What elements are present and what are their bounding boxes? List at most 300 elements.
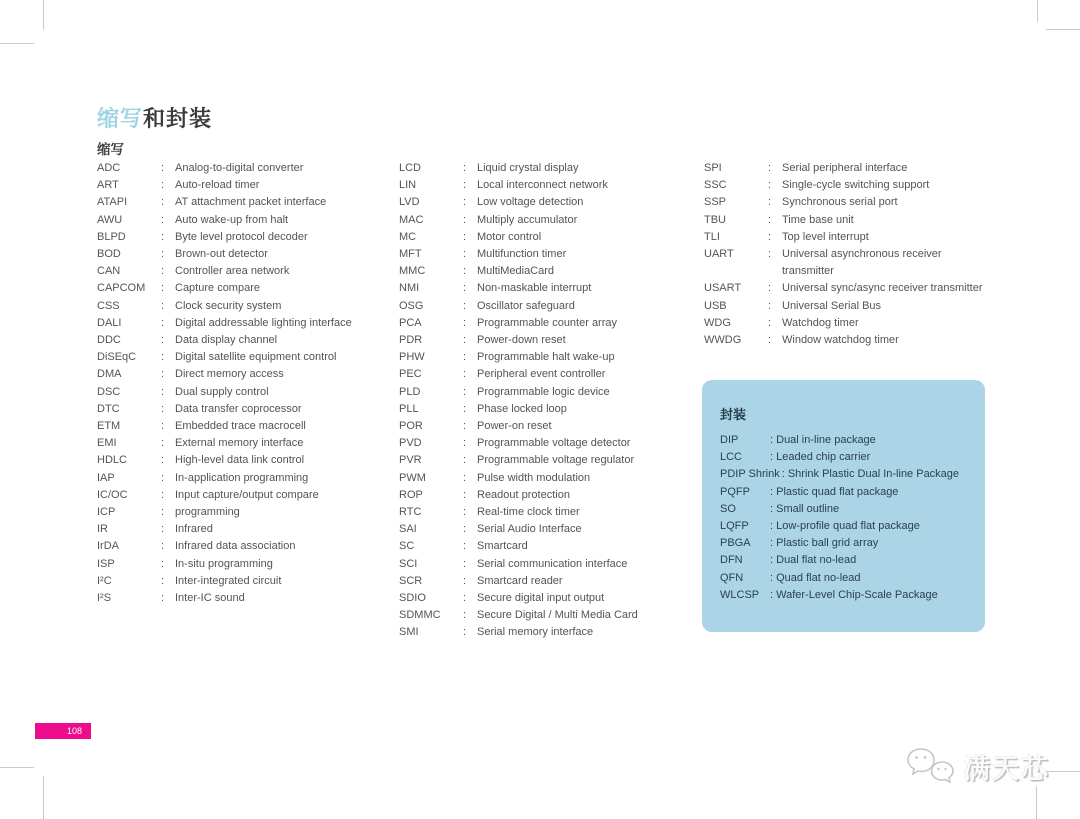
separator-colon: : (463, 488, 467, 501)
separator-colon: : (463, 574, 467, 587)
abbreviation-definition: Motor control (477, 230, 542, 243)
separator-colon: : (463, 557, 467, 570)
abbreviation-term: PCA (399, 316, 422, 329)
abbreviation-definition: Controller area network (175, 265, 290, 278)
abbreviation-term: PEC (399, 368, 422, 381)
abbreviation-term: SCI (399, 557, 418, 570)
abbreviation-row (704, 229, 1000, 246)
abbreviation-definition: Byte level protocol decoder (175, 230, 308, 243)
separator-colon: : (463, 213, 467, 226)
package-row (720, 484, 971, 501)
separator-colon: : (463, 299, 467, 312)
separator-colon: : (161, 299, 165, 312)
package-definition: : Shrink Plastic Dual In-line Package (781, 468, 960, 481)
abbreviation-row (399, 573, 695, 590)
abbreviation-definition: High-level data link control (175, 454, 305, 467)
separator-colon: : (463, 179, 467, 192)
abbreviation-term: DMA (97, 368, 122, 381)
separator-colon: : (768, 299, 772, 312)
abbreviation-row (399, 229, 695, 246)
abbreviation-definition: External memory interface (175, 437, 304, 450)
abbreviation-term: EMI (97, 437, 117, 450)
abbreviation-term: LCD (399, 162, 422, 174)
abbreviation-row (399, 401, 695, 418)
abbreviation-term: ROP (399, 488, 423, 501)
abbreviation-definition: Direct memory access (175, 368, 284, 381)
separator-colon: : (161, 557, 165, 570)
abbreviation-term: SAI (399, 523, 417, 536)
abbreviation-definition: Inter-IC sound (175, 592, 245, 605)
separator-colon: : (161, 334, 165, 347)
package-row (720, 552, 971, 569)
crop-mark-bottom-left-horizontal (0, 767, 34, 768)
page-number-badge: 108 (35, 723, 91, 739)
abbreviation-definition: Data transfer coprocessor (175, 402, 302, 415)
abbreviation-definition: Auto-reload timer (175, 179, 260, 192)
separator-colon: : (463, 162, 467, 174)
abbreviation-term: DTC (97, 402, 120, 415)
abbreviation-term: PLD (399, 385, 421, 398)
abbreviation-definition: Analog-to-digital converter (175, 162, 304, 174)
abbreviation-term: ICP (97, 506, 116, 519)
package-row (720, 501, 971, 518)
abbreviation-term: POR (399, 420, 423, 433)
abbreviation-row (97, 160, 393, 177)
abbreviation-row (399, 349, 695, 366)
separator-colon: : (161, 213, 165, 226)
separator-colon: : (161, 523, 165, 536)
separator-colon: : (463, 523, 467, 536)
separator-colon: : (768, 213, 772, 226)
abbreviation-definition: Liquid crystal display (477, 162, 579, 174)
separator-colon: : (768, 282, 772, 295)
abbreviation-definition: Peripheral event controller (477, 368, 606, 381)
abbreviation-term: CAPCOM (97, 282, 146, 295)
abbreviation-term: BOD (97, 248, 121, 261)
abbreviation-term: CAN (97, 265, 121, 278)
abbreviation-definition: Auto wake-up from halt (175, 213, 289, 226)
abbreviation-definition: Capture compare (175, 282, 260, 295)
abbreviation-term: SPI (704, 162, 722, 174)
abbreviation-term: LVD (399, 196, 420, 209)
abbreviation-row (704, 177, 1000, 194)
separator-colon: : (161, 385, 165, 398)
abbreviation-definition: Real-time clock timer (477, 506, 580, 519)
separator-colon: : (463, 385, 467, 398)
abbreviation-row (399, 470, 695, 487)
abbreviation-row (97, 556, 393, 573)
abbreviation-row (97, 349, 393, 366)
abbreviation-term: PWM (399, 471, 426, 484)
abbreviation-term: USB (704, 299, 727, 312)
separator-colon: : (161, 402, 165, 415)
abbreviation-term: MC (399, 230, 417, 243)
separator-colon: : (768, 316, 772, 329)
crop-mark-top-left-horizontal (0, 43, 34, 44)
abbreviation-row (704, 315, 1000, 332)
abbreviation-row (97, 435, 393, 452)
package-row (720, 449, 971, 466)
abbreviation-definition: Dual supply control (175, 385, 269, 398)
abbreviation-term: IR (97, 523, 108, 536)
abbreviation-definition: Universal Serial Bus (782, 299, 882, 312)
abbreviation-term: SDMMC (399, 609, 441, 622)
abbreviation-row (399, 246, 695, 263)
abbreviation-term: ATAPI (97, 196, 128, 209)
abbreviation-term: IrDA (97, 540, 119, 553)
page-title-rest: 和封装 (143, 106, 213, 131)
abbreviation-row (97, 384, 393, 401)
package-row (720, 432, 971, 449)
separator-colon: : (161, 248, 165, 261)
abbreviations-column-3 (704, 160, 1000, 349)
abbreviation-row (97, 487, 393, 504)
separator-colon: : (161, 282, 165, 295)
separator-colon: : (768, 230, 772, 243)
separator-colon: : (161, 316, 165, 329)
package-row (720, 570, 971, 587)
separator-colon: : (463, 248, 467, 261)
separator-colon: : (770, 520, 774, 533)
abbreviation-row (97, 418, 393, 435)
abbreviation-definition: Serial Audio Interface (477, 523, 582, 536)
abbreviation-term: AWU (97, 213, 123, 226)
abbreviation-definition: Programmable logic device (477, 385, 610, 398)
abbreviation-definition: Universal asynchronous receiver transmitter (782, 248, 942, 278)
separator-colon: : (463, 609, 467, 622)
abbreviation-row (97, 538, 393, 555)
abbreviation-row (399, 298, 695, 315)
abbreviation-definition: Inter-integrated circuit (175, 574, 282, 587)
separator-colon: : (770, 571, 774, 584)
separator-colon: : (463, 402, 467, 415)
abbreviation-row (399, 366, 695, 383)
abbreviation-row (97, 298, 393, 315)
abbreviations-section-header: 缩写 (97, 142, 124, 157)
separator-colon: : (770, 554, 774, 567)
abbreviation-definition: Digital satellite equipment control (175, 351, 337, 364)
separator-colon: : (768, 248, 772, 261)
abbreviation-definition: Non-maskable interrupt (477, 282, 592, 295)
abbreviation-row (97, 504, 393, 521)
abbreviation-term: DALI (97, 316, 122, 329)
abbreviation-row (704, 160, 1000, 177)
separator-colon: : (161, 437, 165, 450)
package-row (720, 535, 971, 552)
package-row (720, 466, 971, 483)
abbreviation-definition: Top level interrupt (782, 230, 869, 243)
abbreviations-column-2 (399, 160, 695, 642)
abbreviation-term: MMC (399, 265, 426, 278)
separator-colon: : (463, 592, 467, 605)
abbreviation-definition: Brown-out detector (175, 248, 268, 261)
abbreviation-row (97, 263, 393, 280)
abbreviation-definition: Serial peripheral interface (782, 162, 908, 174)
package-definition: : Dual flat no-lead (770, 554, 857, 567)
abbreviation-row (97, 246, 393, 263)
package-term: QFN (720, 571, 744, 584)
package-section-header: 封装 (720, 407, 747, 422)
abbreviation-row (399, 384, 695, 401)
abbreviations-column-1 (97, 160, 393, 607)
abbreviation-definition: Serial memory interface (477, 626, 594, 639)
separator-colon: : (463, 437, 467, 450)
abbreviation-term: PVD (399, 437, 422, 450)
separator-colon: : (463, 265, 467, 278)
abbreviation-term: MAC (399, 213, 424, 226)
separator-colon: : (768, 179, 772, 192)
package-list (720, 432, 971, 604)
separator-colon: : (768, 196, 772, 209)
separator-colon: : (161, 162, 165, 174)
crop-mark-top-left-vertical (43, 0, 44, 30)
abbreviation-row (704, 194, 1000, 211)
abbreviation-row (399, 435, 695, 452)
package-definition: : Plastic quad flat package (770, 485, 899, 498)
abbreviation-row (399, 194, 695, 211)
separator-colon: : (463, 454, 467, 467)
abbreviation-definition: Power-down reset (477, 334, 566, 347)
abbreviation-definition: Programmable counter array (477, 316, 618, 329)
abbreviation-term: DiSEqC (97, 351, 137, 364)
separator-colon: : (161, 592, 165, 605)
abbreviation-term: MFT (399, 248, 422, 261)
abbreviation-row (704, 298, 1000, 315)
watermark-logo (905, 741, 1055, 793)
package-definition: : Leaded chip carrier (770, 451, 871, 464)
abbreviation-row (399, 504, 695, 521)
abbreviation-row (399, 487, 695, 504)
abbreviation-definition: Secure Digital / Multi Media Card (477, 609, 638, 622)
abbreviation-definition: Serial communication interface (477, 557, 628, 570)
abbreviation-row (97, 521, 393, 538)
abbreviation-definition: Time base unit (782, 213, 854, 226)
abbreviation-row (97, 573, 393, 590)
abbreviation-definition: MultiMediaCard (477, 265, 555, 278)
abbreviation-term: BLPD (97, 230, 126, 243)
wechat-bubbles-icon (905, 745, 959, 796)
abbreviation-definition: AT attachment packet interface (175, 196, 327, 209)
separator-colon: : (161, 454, 165, 467)
abbreviation-row (97, 401, 393, 418)
abbreviation-row (704, 332, 1000, 349)
package-definition: : Dual in-line package (770, 434, 876, 446)
abbreviation-row (97, 452, 393, 469)
separator-colon: : (463, 368, 467, 381)
package-definition: : Plastic ball grid array (770, 537, 879, 550)
abbreviation-row (97, 194, 393, 211)
abbreviation-definition: programming (175, 506, 240, 519)
abbreviation-definition: Digital addressable lighting interface (175, 316, 352, 329)
separator-colon: : (161, 196, 165, 209)
separator-colon: : (770, 451, 774, 464)
separator-colon: : (768, 334, 772, 347)
abbreviation-row (399, 538, 695, 555)
separator-colon: : (161, 506, 165, 519)
abbreviation-definition: Pulse width modulation (477, 471, 591, 484)
abbreviation-term: SDIO (399, 592, 426, 605)
separator-colon: : (781, 468, 785, 481)
separator-colon: : (463, 540, 467, 553)
abbreviation-row (399, 590, 695, 607)
abbreviation-definition: Low voltage detection (477, 196, 584, 209)
abbreviation-term: ISP (97, 557, 115, 570)
abbreviation-term: IAP (97, 471, 115, 484)
abbreviation-definition: Power-on reset (477, 420, 552, 433)
abbreviation-row (97, 212, 393, 229)
abbreviation-row (97, 280, 393, 297)
separator-colon: : (161, 351, 165, 364)
abbreviation-row (399, 177, 695, 194)
separator-colon: : (161, 265, 165, 278)
page-title-highlight: 缩写 (97, 106, 144, 131)
abbreviation-term: PVR (399, 454, 422, 467)
package-term: WLCSP (720, 588, 760, 601)
abbreviation-row (399, 521, 695, 538)
separator-colon: : (161, 540, 165, 553)
abbreviation-definition: Programmable voltage detector (477, 437, 631, 450)
abbreviation-row (97, 315, 393, 332)
abbreviation-row (399, 418, 695, 435)
watermark-logo-text: 满天芯 (963, 754, 1050, 784)
abbreviation-row (399, 556, 695, 573)
abbreviation-definition: Embedded trace macrocell (175, 420, 306, 433)
abbreviation-row (97, 332, 393, 349)
crop-mark-top-right-vertical (1037, 0, 1038, 22)
separator-colon: : (463, 351, 467, 364)
package-row (720, 587, 971, 604)
abbreviation-definition: Infrared data association (175, 540, 296, 553)
package-definitions-box (702, 380, 985, 632)
abbreviation-definition: Smartcard (477, 540, 528, 553)
abbreviation-definition: Secure digital input output (477, 592, 605, 605)
abbreviation-term: DSC (97, 385, 121, 398)
abbreviation-definition: Local interconnect network (477, 179, 608, 192)
abbreviation-definition: Synchronous serial port (782, 196, 898, 209)
abbreviation-row (704, 212, 1000, 229)
abbreviation-term: PHW (399, 351, 425, 364)
separator-colon: : (463, 196, 467, 209)
package-definition: : Low-profile quad flat package (770, 520, 920, 533)
abbreviation-definition: In-application programming (175, 471, 309, 484)
abbreviation-term: IC/OC (97, 488, 128, 501)
abbreviation-term: WWDG (704, 334, 742, 347)
abbreviation-term: SSP (704, 196, 727, 209)
package-definition: : Small outline (770, 502, 840, 515)
abbreviation-row (399, 315, 695, 332)
separator-colon: : (770, 502, 774, 515)
package-term: SO (720, 502, 736, 515)
abbreviation-term: SC (399, 540, 415, 553)
abbreviation-definition: Input capture/output compare (175, 488, 319, 501)
separator-colon: : (463, 506, 467, 519)
separator-colon: : (161, 420, 165, 433)
abbreviation-definition: Universal sync/async receiver transmitter (782, 282, 983, 295)
separator-colon: : (768, 162, 772, 174)
abbreviation-definition: Single-cycle switching support (782, 179, 930, 192)
abbreviation-definition: Readout protection (477, 488, 570, 501)
abbreviation-row (704, 280, 1000, 297)
abbreviation-row (399, 212, 695, 229)
abbreviation-row (97, 470, 393, 487)
separator-colon: : (770, 434, 774, 446)
abbreviation-definition: Oscillator safeguard (477, 299, 575, 312)
abbreviation-term: SMI (399, 626, 419, 639)
abbreviation-row (97, 590, 393, 607)
abbreviation-row (399, 452, 695, 469)
abbreviation-definition: In-situ programming (175, 557, 273, 570)
crop-mark-top-right-horizontal (1046, 29, 1080, 30)
abbreviation-row (399, 607, 695, 624)
abbreviation-term: CSS (97, 299, 120, 312)
separator-colon: : (161, 230, 165, 243)
abbreviation-definition: Multifunction timer (477, 248, 567, 261)
package-definition: : Quad flat no-lead (770, 571, 861, 584)
abbreviation-term: TLI (704, 230, 720, 243)
abbreviation-row (399, 280, 695, 297)
abbreviation-definition: Phase locked loop (477, 402, 567, 415)
abbreviation-definition: Watchdog timer (782, 316, 859, 329)
abbreviation-term: I²C (97, 574, 112, 587)
abbreviation-row (97, 366, 393, 383)
abbreviation-row (399, 160, 695, 177)
abbreviation-term: I²S (97, 592, 112, 605)
package-term: PBGA (720, 537, 751, 550)
abbreviation-term: SSC (704, 179, 727, 192)
abbreviation-definition: Smartcard reader (477, 574, 563, 587)
abbreviation-term: UART (704, 248, 734, 261)
abbreviation-term: HDLC (97, 454, 127, 467)
abbreviation-term: ART (97, 179, 119, 192)
abbreviation-row (97, 177, 393, 194)
abbreviation-definition: Infrared (175, 523, 213, 536)
abbreviation-term: ETM (97, 420, 121, 433)
abbreviation-term: ADC (97, 162, 121, 174)
abbreviation-term: PDR (399, 334, 423, 347)
separator-colon: : (161, 179, 165, 192)
abbreviation-definition: Data display channel (175, 334, 278, 347)
abbreviation-term: RTC (399, 506, 422, 519)
abbreviation-term: USART (704, 282, 742, 295)
package-term: PDIP Shrink (720, 468, 780, 481)
package-row (720, 518, 971, 535)
abbreviation-term: PLL (399, 402, 419, 415)
separator-colon: : (463, 626, 467, 639)
abbreviation-definition: Programmable voltage regulator (477, 454, 635, 467)
separator-colon: : (463, 471, 467, 484)
separator-colon: : (463, 316, 467, 329)
abbreviation-row (399, 624, 695, 641)
abbreviation-row (704, 246, 1000, 280)
crop-mark-bottom-left-vertical (43, 776, 44, 819)
abbreviation-term: DDC (97, 334, 121, 347)
separator-colon: : (161, 471, 165, 484)
abbreviation-term: WDG (704, 316, 731, 329)
abbreviation-term: LIN (399, 179, 417, 192)
abbreviation-definition: Clock security system (175, 299, 282, 312)
abbreviation-row (399, 332, 695, 349)
abbreviation-term: OSG (399, 299, 424, 312)
package-definition: : Wafer-Level Chip-Scale Package (770, 588, 938, 601)
abbreviation-row (97, 229, 393, 246)
separator-colon: : (463, 230, 467, 243)
separator-colon: : (463, 420, 467, 433)
abbreviation-term: SCR (399, 574, 423, 587)
package-term: DFN (720, 554, 743, 567)
separator-colon: : (770, 588, 774, 601)
package-term: LQFP (720, 520, 749, 533)
separator-colon: : (770, 485, 774, 498)
